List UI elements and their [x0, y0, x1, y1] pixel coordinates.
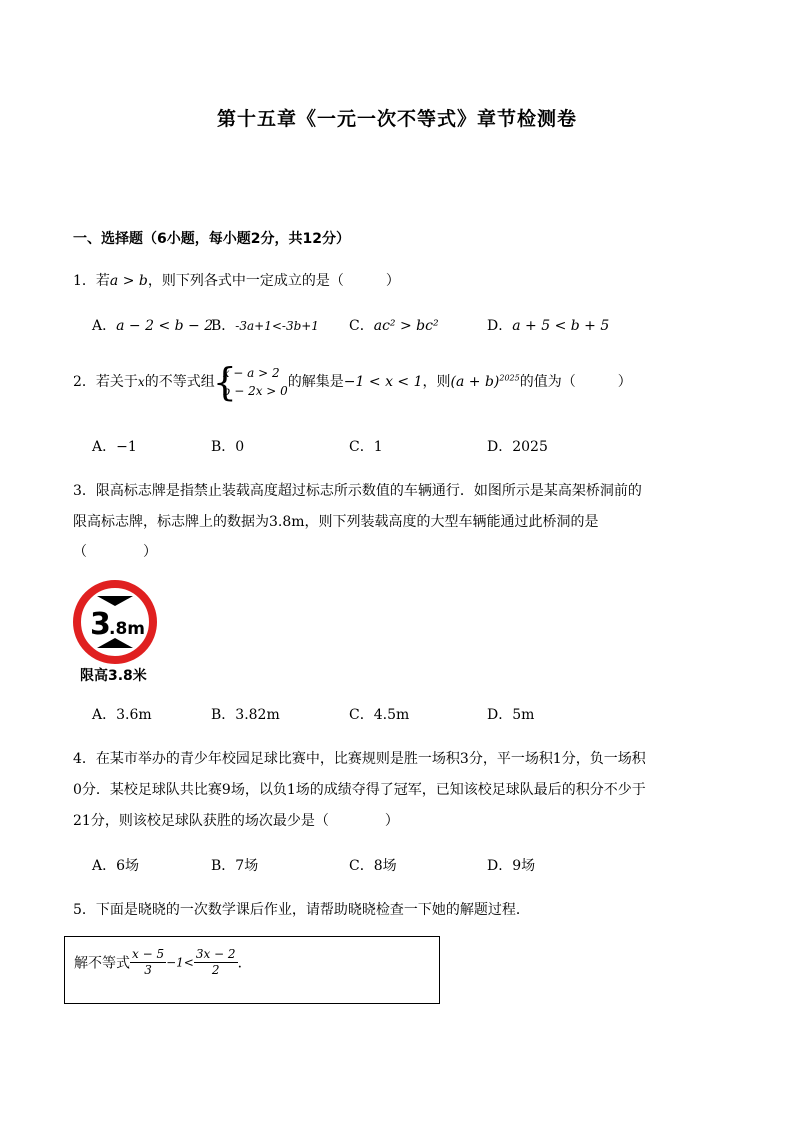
homework-box [64, 936, 440, 1004]
q2-stem-a: 2．若关于 [73, 374, 138, 390]
page-title: 第十五章《一元一次不等式》章节检测卷 [216, 108, 577, 130]
q2-stem-b: 的不等式组 [144, 374, 215, 390]
q4-line-1: 4．在某市举办的青少年校园足球比赛中，比赛规则是胜一场积3分，平一场积1分，负一场积 [73, 751, 646, 767]
q4-option-c: C．8场 [349, 858, 397, 874]
q1-stem-b: ，则下列各式中一定成立的是（ ） [147, 273, 400, 289]
q1-stem-a: 1．若 [73, 273, 110, 289]
q2-line-2: b − 2x > 0 [222, 384, 288, 398]
question-2-stem [73, 360, 632, 404]
q1-option-b: B．-3a+1<-3b+1 [211, 318, 319, 334]
q2-option-b: B．0 [211, 439, 245, 455]
homework-inequality [74, 947, 252, 978]
q2-line-1: x − a > 2 [222, 366, 280, 380]
sign-caption: 限高3.8米 [80, 668, 147, 684]
box-middle: −1< [166, 955, 194, 970]
q4-line-2: 0分．某校足球队共比赛9场，以负1场的成绩夺得了冠军，已知该校足球队最后的积分不少于 [73, 782, 646, 798]
sign-number-big: 3 [90, 607, 111, 642]
sign-number-small: .8m [109, 619, 146, 639]
section-heading: 一、选择题（6小题，每小题2分，共12分） [73, 231, 350, 247]
q2-stem-e: 的值为（ ） [519, 374, 632, 390]
q4-option-d: D．9场 [487, 858, 536, 874]
q4-option-b: B．7场 [211, 858, 259, 874]
box-prefix: 解不等式 [74, 955, 130, 972]
q1-condition: a > b [109, 273, 148, 289]
q1-option-d: D．a + 5 < b + 5 [487, 318, 610, 334]
q4-line-3: 21分，则该校足球队获胜的场次最少是（ ） [73, 813, 399, 829]
q2-expression: (a + b) [450, 374, 500, 390]
q2-var: x [137, 375, 145, 389]
q3-line-1: 3．限高标志牌是指禁止装载高度超过标志所示数值的车辆通行．如图所示是某高架桥洞前的 [73, 483, 642, 499]
q5-line-1: 5．下面是晓晓的一次数学课后作业，请帮助晓晓检查一下她的解题过程． [73, 902, 530, 918]
fraction-2: $\frac{3x - 2}{2}$ [195, 947, 236, 977]
q3-option-d: D．5m [487, 707, 535, 723]
q2-option-d: D．2025 [487, 439, 548, 455]
q2-range: −1 < x < 1 [343, 374, 423, 390]
question-1-stem [73, 270, 400, 290]
q2-option-c: C．1 [349, 439, 383, 455]
q3-line-2: 限高标志牌，标志牌上的数据为3.8m，则下列装载高度的大型车辆能通过此桥洞的是 [73, 514, 599, 530]
q2-stem-d: ，则 [422, 374, 451, 390]
q3-option-b: B．3.82m [211, 707, 280, 723]
q1-option-c: C．ac² > bc² [349, 318, 439, 334]
fraction-1: $\frac{x - 5}{3}$ [132, 947, 165, 977]
q3-option-a: A．3.6m [92, 707, 152, 723]
q2-option-a: A．−1 [92, 439, 137, 455]
box-suffix: ． [237, 955, 252, 972]
q2-stem-c: 的解集是 [287, 374, 344, 390]
q2-inequality-system: { x − a > 2 b − 2x > 0 [212, 360, 288, 404]
q3-line-3: （ ） [73, 544, 157, 560]
q1-option-a: A．a − 2 < b − 2 [92, 318, 214, 334]
q4-option-a: A．6场 [92, 858, 140, 874]
q2-exponent: 2025 [499, 373, 520, 383]
q3-option-c: C．4.5m [349, 707, 410, 723]
height-limit-sign [73, 580, 157, 664]
